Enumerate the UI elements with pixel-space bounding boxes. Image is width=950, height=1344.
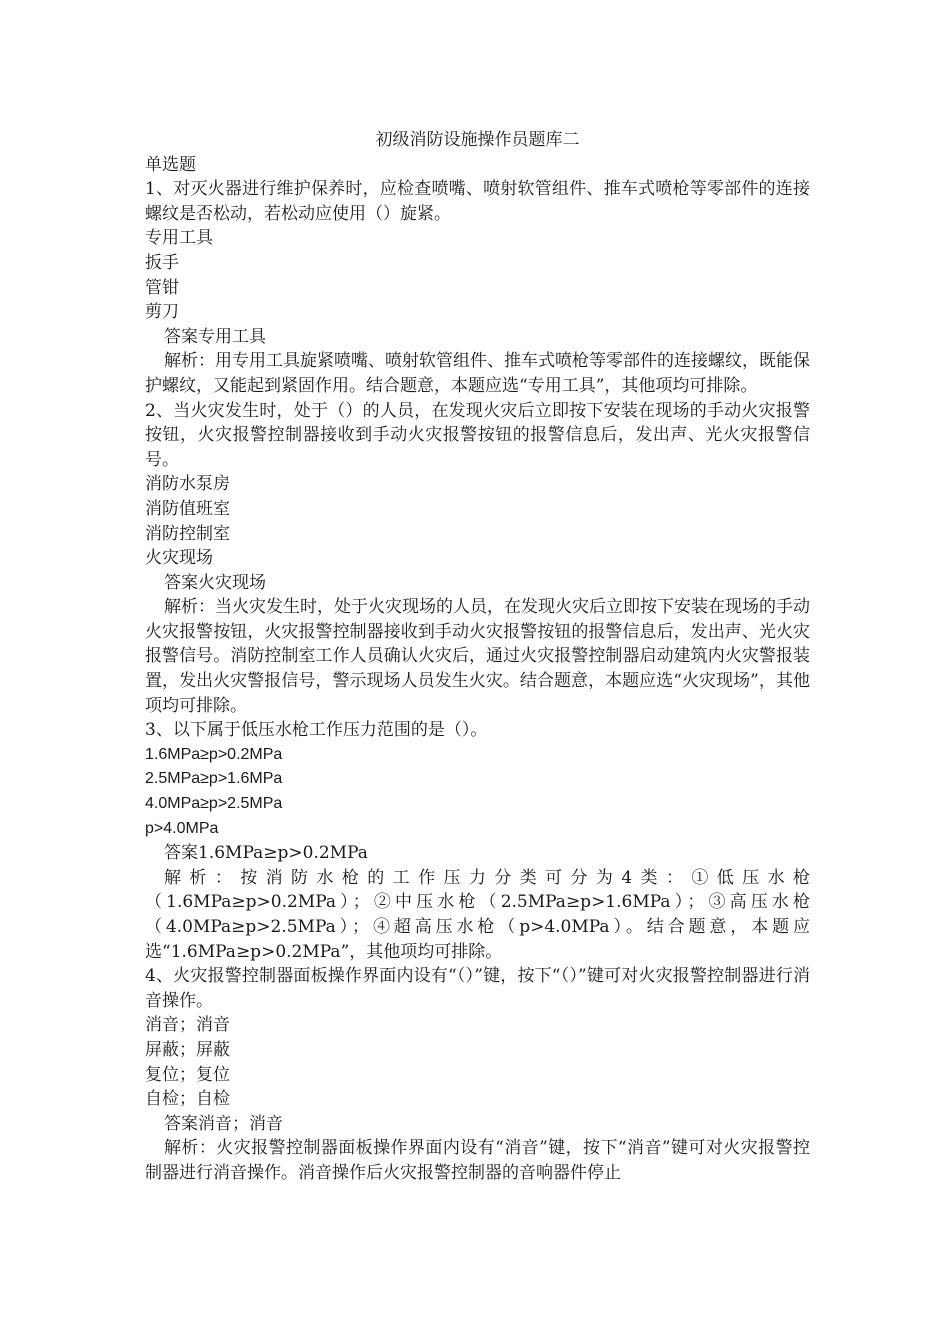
q1-option: 专用工具: [145, 228, 213, 249]
q4-option: 复位；复位: [145, 1064, 230, 1085]
q3-option: p>4.0MPa: [145, 819, 219, 837]
q1-analysis: 解析：用专用工具旋紧喷嘴、喷射软管组件、推车式喷枪等零部件的连接螺纹，既能保护螺纹，又能起到紧固作用。结合题意，本题应选“专用工具”，其他项均可排除。: [145, 351, 810, 396]
q3-answer: 答案1.6MPa≥p>0.2MPa: [164, 843, 368, 864]
q1-option: 剪刀: [145, 302, 179, 323]
q4-option: 屏蔽；屏蔽: [145, 1039, 230, 1060]
q4-answer: 答案消音；消音: [164, 1113, 283, 1134]
q1-stem: 1、对灭火器进行维护保养时，应检查喷嘴、喷射软管组件、推车式喷枪等零部件的连接螺纹是否松动，若松动应使用（）旋紧。: [145, 179, 810, 224]
q4-option: 自检；自检: [145, 1089, 230, 1110]
q1-option: 管钳: [145, 277, 179, 298]
doc-title: 初级消防设施操作员题库二: [375, 130, 580, 150]
q1-answer: 答案专用工具: [164, 326, 266, 347]
q2-stem: 2、当火灾发生时，处于（）的人员，在发现火灾后立即按下安装在现场的手动火灾报警按钮，火灾报警控制器接收到手动火灾报警按钮的报警信息后，发出声、光火灾报警信号。: [145, 400, 810, 470]
q2-option: 消防控制室: [145, 523, 230, 544]
q4-stem: 4、火灾报警控制器面板操作界面内设有“（）”键，按下“（）”键可对火灾报警控制器进行消音操作。: [145, 966, 810, 1011]
q2-answer: 答案火灾现场: [164, 572, 266, 593]
q3-option: 4.0MPa≥p>2.5MPa: [145, 795, 283, 813]
q3-option: 1.6MPa≥p>0.2MPa: [145, 745, 283, 763]
q3-stem: 3、以下属于低压水枪工作压力范围的是（）。: [145, 720, 488, 741]
q3-option: 2.5MPa≥p>1.6MPa: [145, 770, 283, 788]
q4-analysis: 解析：火灾报警控制器面板操作界面内设有“消音”键，按下“消音”键可对火灾报警控制器进行消音操作。消音操作后火灾报警控制器的音响器件停止: [145, 1138, 810, 1183]
document-page: [145, 128, 810, 1186]
q2-analysis: 解析：当火灾发生时，处于火灾现场的人员，在发现火灾后立即按下安装在现场的手动火灾报警按钮，火灾报警控制器接收到手动火灾报警按钮的报警信息后，发出声、光火灾报警信号。消防控制室工作人员确认火灾后，通过火灾报警控制器启动建筑内火灾警报装置，发出火灾警报信号，警示现场人员发生火灾。结合题意，本题应选“火灾现场”，其他项均可排除。: [145, 597, 810, 716]
q1-option: 扳手: [145, 252, 179, 273]
q2-option: 消防值班室: [145, 498, 230, 519]
q2-option: 火灾现场: [145, 548, 213, 569]
q4-option: 消音；消音: [145, 1015, 230, 1036]
q3-analysis: 解析：按消防水枪的工作压力分类可分为4类：①低压水枪（1.6MPa≥p>0.2MPa）；②中压水枪（2.5MPa≥p>1.6MPa）；③高压水枪（4.0MPa≥p>2.5MPa）；④超高压水枪（p>4.0MPa）。结合题意，本题应选“1.6MPa≥p>0.2MPa”，其他项均可排除。: [145, 867, 810, 962]
section-heading: 单选题: [145, 154, 196, 175]
q2-option: 消防水泵房: [145, 474, 230, 495]
